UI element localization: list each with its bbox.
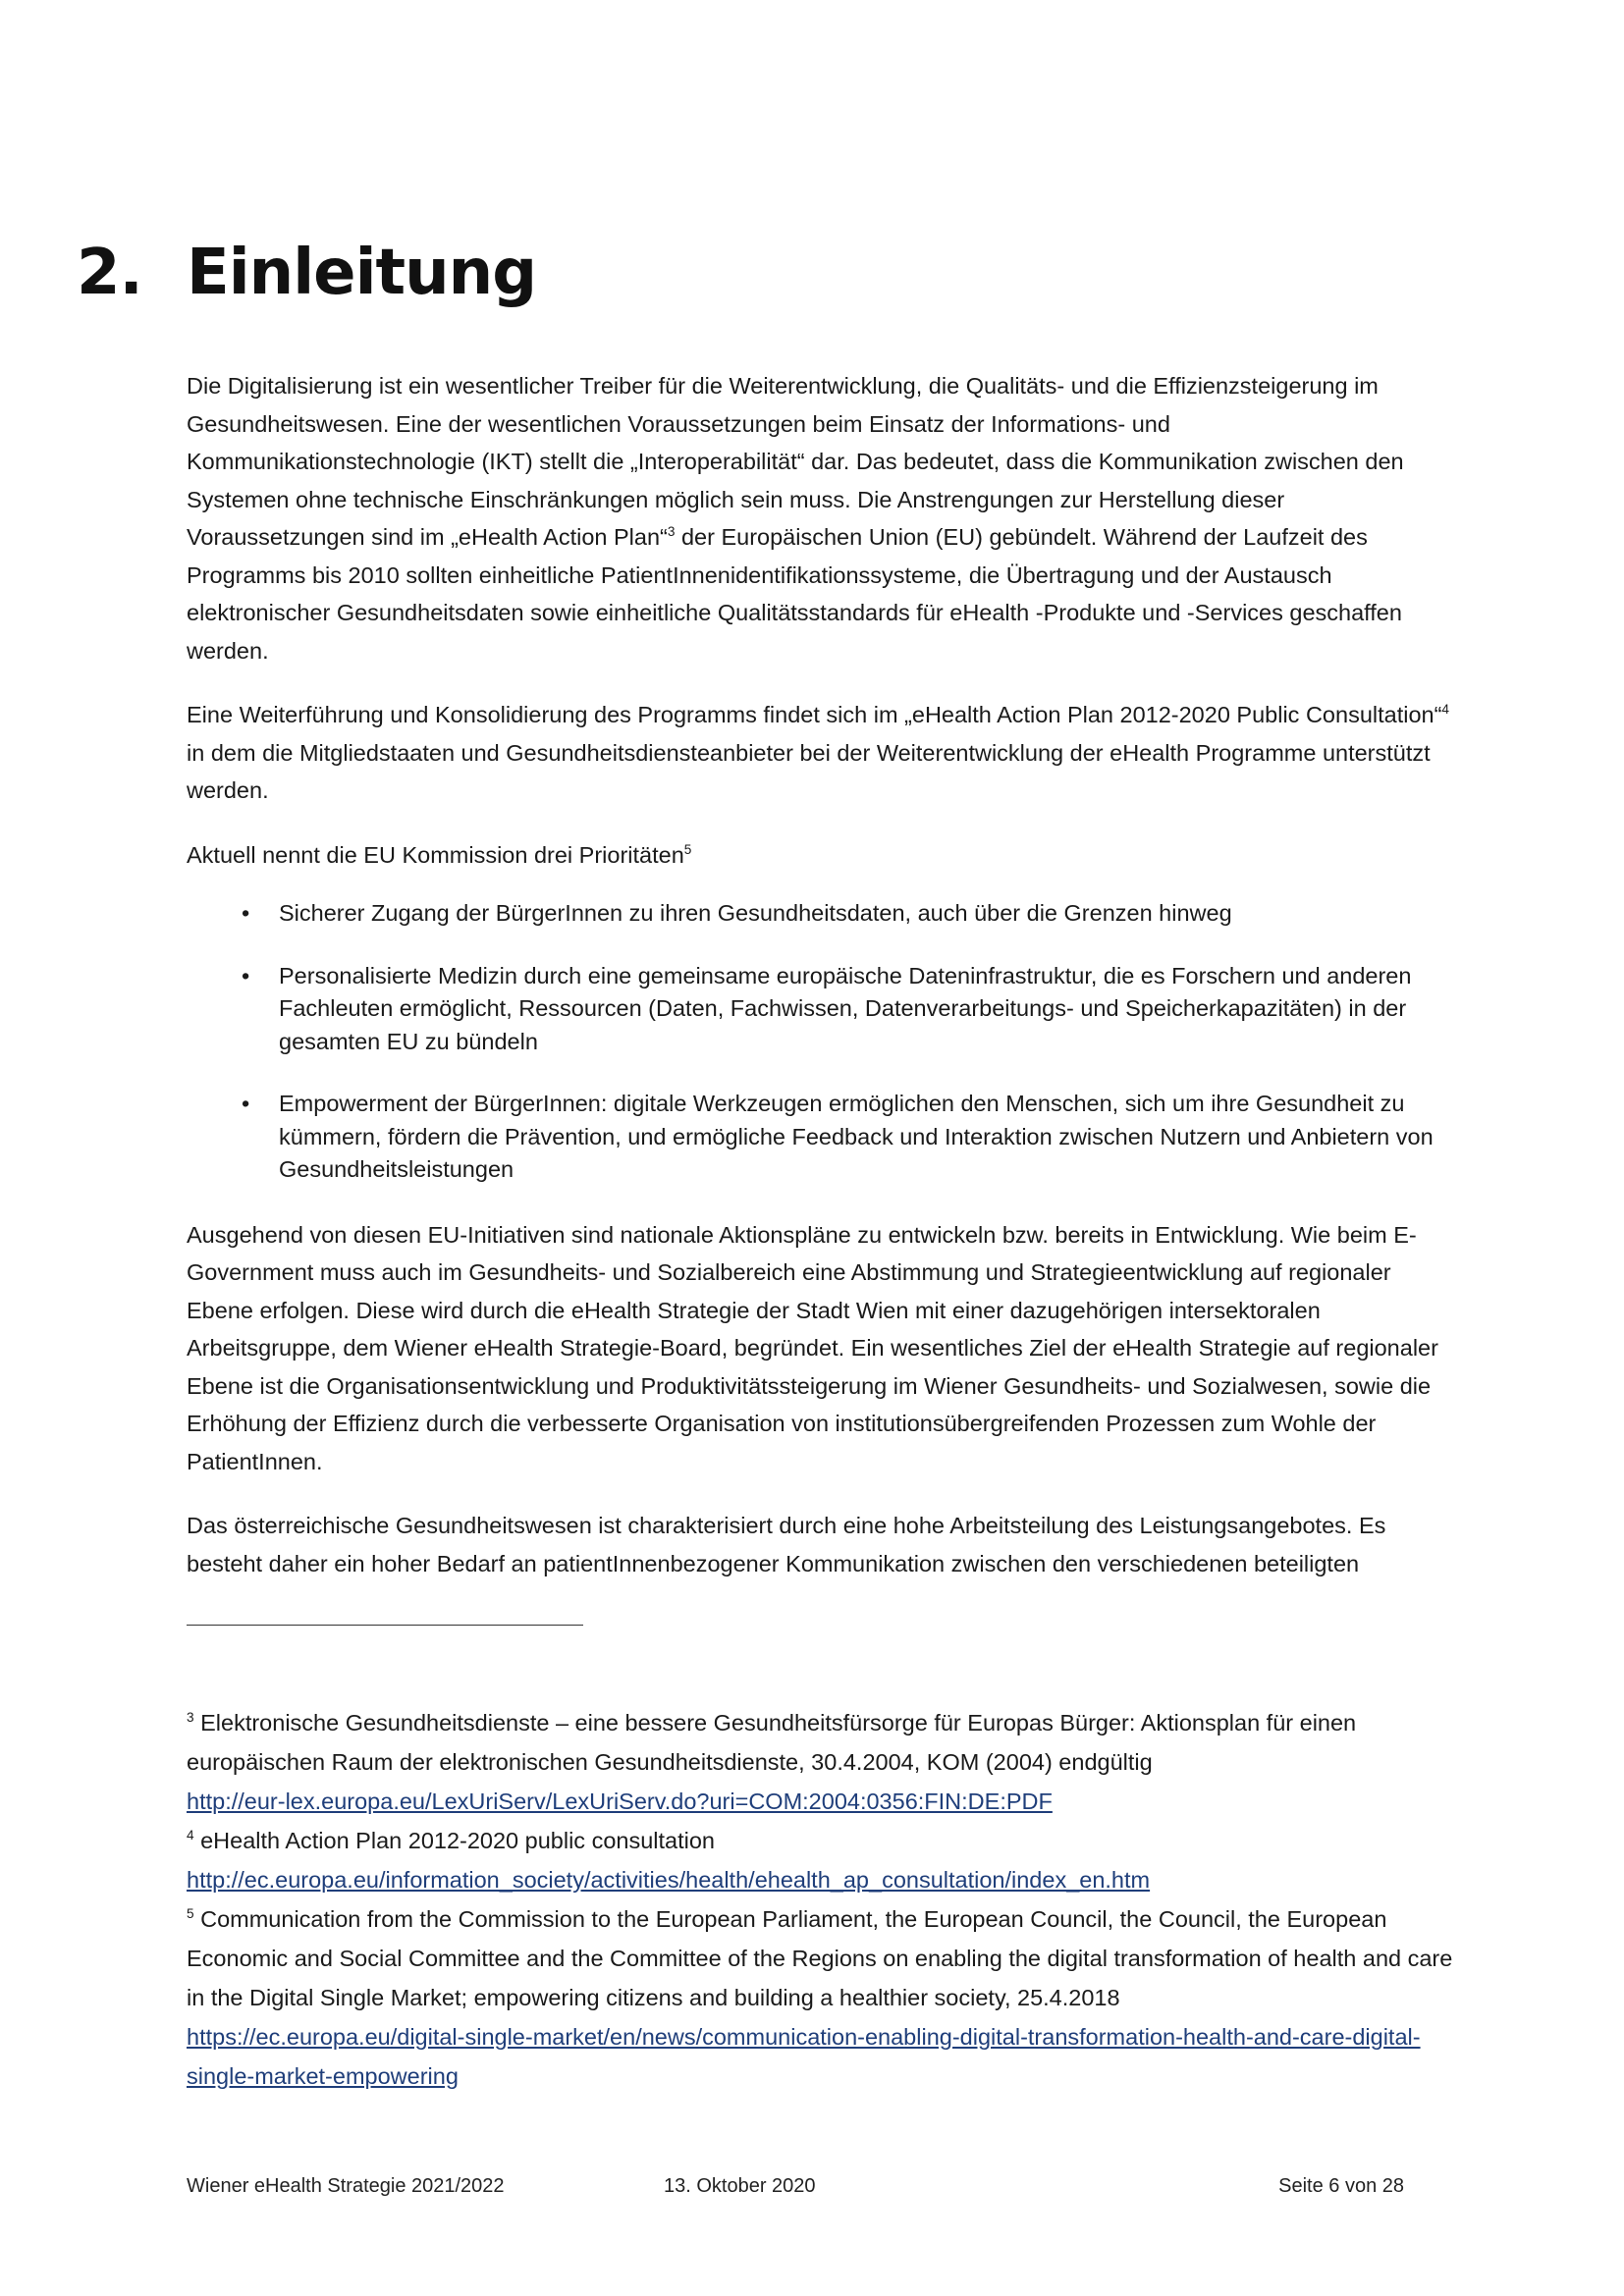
footnote-4-link[interactable]: http://ec.europa.eu/information_society/activities/health/ehealth_ap_consultation/index_en.htm <box>187 1867 1151 1893</box>
footnote-link-row <box>187 2017 1463 2096</box>
list-item: • Personalisierte Medizin durch eine gemeinsame europäische Dateninfrastruktur, die es Forschern und anderen Fachleuten ermöglicht, Ressourcen (Daten, Fachwissen, Datenverarbeitungs- und Speicherkapazitäten) in der gesamten EU zu bündeln <box>279 960 1463 1059</box>
footer-document-title: Wiener eHealth Strategie 2021/2022 <box>187 2175 505 2197</box>
footnote-number: 5 <box>187 1906 194 1922</box>
paragraph-priorities-intro <box>187 836 1463 875</box>
footnote-separator <box>187 1625 583 1626</box>
section-title: Einleitung <box>187 237 537 309</box>
footnote-number: 4 <box>187 1828 194 1843</box>
footnote-5-link[interactable]: https://ec.europa.eu/digital-single-market/en/news/communication-enabling-digital-transformation-health-and-care-digital-single-market-empowering <box>187 2024 1421 2089</box>
page-footer <box>187 2175 1404 2205</box>
paragraph-intro-part1: Die Digitalisierung ist ein wesentlicher Treiber für die Weiterentwicklung, die Qualitäts- und die Effizienzsteigerung im Gesundheitswesen. Eine der wesentlichen Voraussetzungen beim Einsatz der Informations- und Kommunikationstechnologie (IKT) stellt die „Interoperabilität“ dar. Das bedeutet, dass die Kommunikation zwischen den Systemen ohne technische Einschränkungen möglich sein muss. Die Anstrengungen zur Herstellung dieser Voraussetzungen sind im „eHealth Action Plan“ <box>187 373 1404 550</box>
body-text <box>187 367 1463 1609</box>
footnote-5 <box>187 1899 1463 2017</box>
footnote-3 <box>187 1703 1463 1782</box>
footer-date: 13. Oktober 2020 <box>664 2175 816 2197</box>
paragraph-national-plans: Ausgehend von diesen EU-Initiativen sind nationale Aktionspläne zu entwickeln bzw. bereits in Entwicklung. Wie beim E-Government muss auch im Gesundheits- und Sozialbereich eine Abstimmung und Strategieentwicklung auf regionaler Ebene erfolgen. Diese wird durch die eHealth Strategie der Stadt Wien mit einer dazugehörigen intersektoralen Arbeitsgruppe, dem Wiener eHealth Strategie-Board, begründet. Ein wesentliches Ziel der eHealth Strategie auf regionaler Ebene ist die Organisationsentwicklung und Produktivitätssteigerung im Wiener Gesundheits- und Sozialwesen, sowie die Erhöhung der Effizienz durch die verbesserte Organisation von institutionsübergreifenden Prozessen zum Wohle der PatientInnen. <box>187 1221 1438 1474</box>
paragraph-austrian-health: Das österreichische Gesundheitswesen ist charakterisiert durch eine hohe Arbeitsteilung des Leistungsangebotes. Es besteht daher ein hoher Bedarf an patientInnenbezogener Kommunikation zwischen den verschiedenen beteiligten <box>187 1513 1386 1576</box>
list-item: • Empowerment der BürgerInnen: digitale Werkzeugen ermöglichen den Menschen, sich um ihre Gesundheit zu kümmern, fördern die Prävention, und ermögliche Feedback und Interaktion zwischen Nutzern und Anbietern von Gesundheitsleistungen <box>279 1088 1463 1187</box>
paragraph-intro-part2: der Europäischen Union (EU) gebündelt. Während der Laufzeit des Programms bis 2010 sollten einheitliche PatientInnenidentifikationssysteme, die Übertragung und der Austausch elektronischer Gesundheitsdaten sowie einheitliche Qualitätsstandards für eHealth -Produkte und -Services geschaffen werden. <box>187 524 1402 664</box>
section-heading <box>77 234 536 312</box>
footer-page-number: Seite 6 von 28 <box>1278 2175 1404 2197</box>
footnote-link-row <box>187 1782 1463 1821</box>
footnote-text: eHealth Action Plan 2012-2020 public consultation <box>200 1828 716 1853</box>
footnote-link-row <box>187 1860 1463 1899</box>
footnote-4 <box>187 1821 1463 1860</box>
footnote-ref-4[interactable]: 4 <box>1441 702 1449 718</box>
paragraph-continuation-part2: in dem die Mitgliedstaaten und Gesundheitsdiensteanbieter bei der Weiterentwicklung der eHealth Programme unterstützt werden. <box>187 739 1431 803</box>
footnote-3-link[interactable]: http://eur-lex.europa.eu/LexUriServ/LexUriServ.do?uri=COM:2004:0356:FIN:DE:PDF <box>187 1789 1053 1814</box>
footnotes <box>187 1703 1463 2096</box>
footnote-number: 3 <box>187 1710 194 1726</box>
priorities-intro-text: Aktuell nennt die EU Kommission drei Prioritäten <box>187 841 684 868</box>
footnote-ref-5[interactable]: 5 <box>683 841 692 857</box>
footnote-ref-3[interactable]: 3 <box>667 524 676 540</box>
list-item: • Sicherer Zugang der BürgerInnen zu ihren Gesundheitsdaten, auch über die Grenzen hinweg <box>279 897 1463 931</box>
paragraph-continuation-part1: Eine Weiterführung und Konsolidierung des Programms findet sich im „eHealth Action Plan 2012-2020 Public Consultation“ <box>187 702 1442 727</box>
footnote-text: Elektronische Gesundheitsdienste – eine bessere Gesundheitsfürsorge für Europas Bürger: Aktionsplan für einen europäischen Raum der elektronischen Gesundheitsdienste, 30.4.2004, KOM (2004) endgültig <box>187 1710 1357 1775</box>
priorities-list <box>187 897 1463 1187</box>
footnote-text: Communication from the Commission to the European Parliament, the European Council, the Council, the European Economic and Social Committee and the Committee of the Regions on enabling the digital transformation of health and care in the Digital Single Market; empowering citizens and building a healthier society, 25.4.2018 <box>187 1906 1453 2010</box>
paragraph-continuation <box>187 696 1463 810</box>
section-number: 2. <box>77 237 142 309</box>
paragraph-intro <box>187 367 1463 669</box>
